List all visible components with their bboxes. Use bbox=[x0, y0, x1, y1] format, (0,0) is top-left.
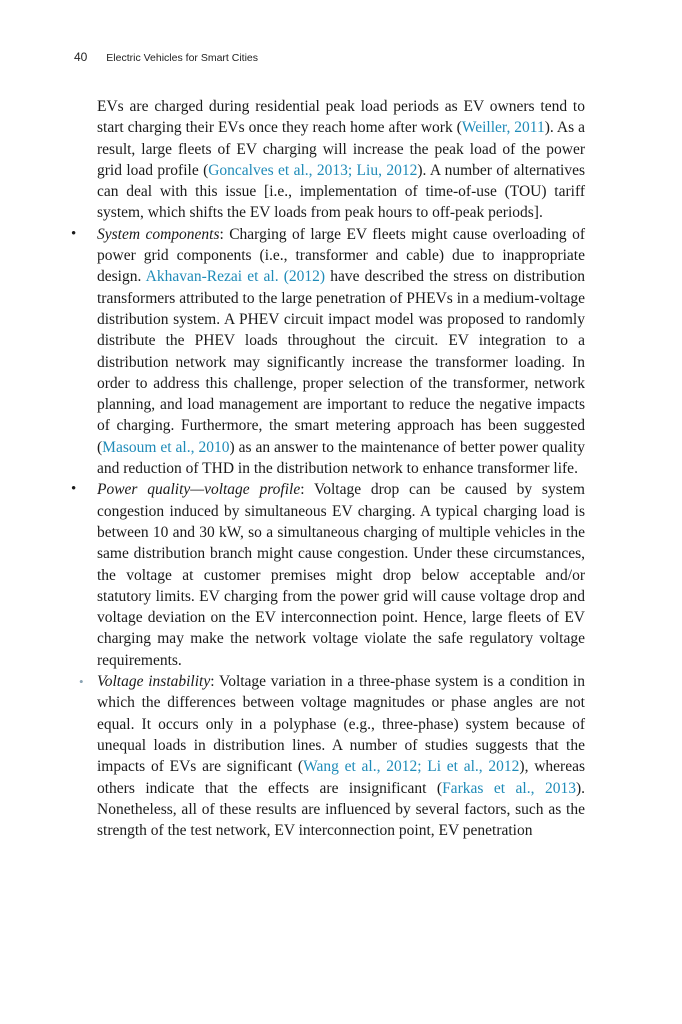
citation-masoum-2010[interactable]: Masoum et al., 2010 bbox=[102, 438, 230, 456]
citation-goncalves-liu[interactable]: Goncalves et al., 2013; Liu, 2012 bbox=[208, 161, 418, 179]
bullet-text-2: have described the stress on distribution transformers attributed to the large penetration of PHEVs in a medium-voltage distribution system. A PHEV circuit impact model was proposed to randomly distribute the PHEV loads throughout the circuit. EV integration to a distribution network may significantly increase the transformer loading. In order to address this challenge, proper selection of the transformer, network planning, and load management are important to reduce the negative impacts of charging. Furthermore, the smart metering approach has been suggested ( bbox=[97, 268, 585, 456]
bullet-title: Power quality—voltage profile bbox=[97, 481, 301, 499]
body-text bbox=[71, 96, 586, 841]
bullet-marker: • bbox=[71, 225, 77, 242]
bullet-system-components bbox=[71, 224, 586, 480]
running-title: Electric Vehicles for Smart Cities bbox=[106, 52, 258, 64]
bullet-marker: • bbox=[71, 481, 77, 498]
running-header bbox=[74, 50, 258, 64]
intro-text-1: EVs are charged during residential peak load periods as EV owners tend to start charging their EVs once they reach home after work ( bbox=[97, 98, 585, 137]
sub-bullet-marker: • bbox=[79, 674, 84, 690]
sub-bullet-voltage-instability bbox=[79, 671, 585, 841]
page-number: 40 bbox=[74, 50, 88, 64]
bullet-text-1: : Charging of large EV fleets might cause overloading of power grid components (i.e., transformer and cable) due to inappropriate design. bbox=[97, 225, 585, 286]
citation-akhavan-rezai-2012[interactable]: Akhavan-Rezai et al. (2012) bbox=[145, 268, 326, 286]
sub-bullet-text-2: ), whereas others indicate that the effects are insignificant ( bbox=[97, 758, 585, 797]
intro-text-2: ). As a result, large fleets of EV charging will increase the peak load of the power grid load profile ( bbox=[97, 119, 585, 179]
bullet-title: System components bbox=[97, 225, 220, 243]
intro-text-3: ). A number of alternatives can deal with this issue [i.e., implementation of time-of-use (TOU) tariff system, which shifts the EV loads from peak hours to off-peak periods]. bbox=[97, 161, 586, 222]
bullet-power-quality bbox=[71, 479, 585, 671]
sub-bullet-text-3: ). Nonetheless, all of these results are influenced by several factors, such as the strength of the test network, EV interconnection point, EV penetration bbox=[97, 779, 585, 840]
bullet-text-3: ) as an answer to the maintenance of better power quality and reduction of THD in the distribution network to enhance transformer life. bbox=[97, 438, 586, 478]
sub-bullet-title: Voltage instability bbox=[97, 673, 211, 691]
sub-bullet-text-1: : Voltage variation in a three-phase system is a condition in which the differences between voltage magnitudes or phase angles are not equal. It occurs only in a polyphase (e.g., three-phase) system because of unequal loads in distribution lines. A number of studies suggests that the impacts of EVs are significant ( bbox=[97, 673, 585, 776]
citation-wang-li-2012[interactable]: Wang et al., 2012; Li et al., 2012 bbox=[303, 758, 520, 776]
intro-paragraph bbox=[97, 96, 585, 224]
citation-farkas-2013[interactable]: Farkas et al., 2013 bbox=[442, 779, 576, 797]
bullet-text-1: : Voltage drop can be caused by system congestion induced by simultaneous EV charging. A typical charging load is between 10 and 30 kW, so a simultaneous charging of multiple vehicles in the same distribution branch might cause congestion. Under these circumstances, the voltage at customer premises might drop below acceptable and/or statutory limits. EV charging from the power grid will cause voltage drop and voltage deviation on the EV interconnection point. Hence, large fleets of EV charging may make the network voltage violate the safe regulatory voltage requirements. bbox=[97, 481, 585, 669]
citation-weiller-2011[interactable]: Weiller, 2011 bbox=[461, 119, 545, 137]
